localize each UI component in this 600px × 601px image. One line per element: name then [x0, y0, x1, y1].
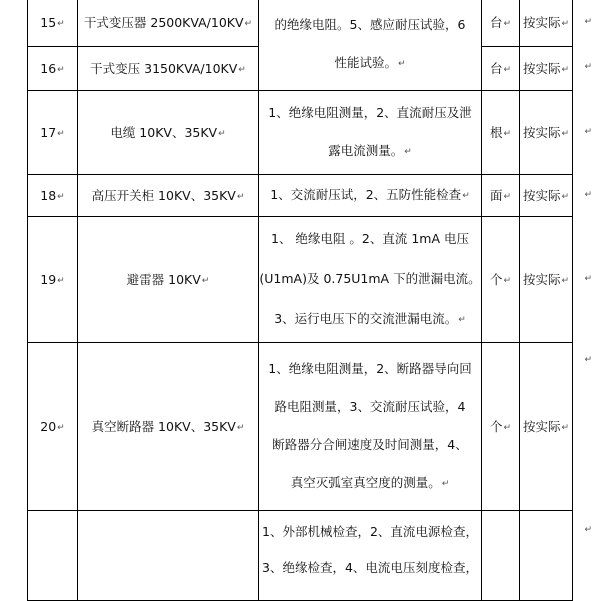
test-item-line: (U1mA)及 0.75U1mA 下的泄漏电流。: [259, 270, 481, 286]
equipment-name-cell: 干式变压 3150KVA/10KV↵: [78, 46, 259, 90]
table-row: [28, 216, 573, 342]
table-row: [28, 342, 573, 510]
test-item-line: 路电阻测量，3、交流耐压试验，4: [274, 398, 466, 414]
row-number-cell: 19↵: [28, 216, 78, 342]
table-row: [28, 0, 573, 46]
equipment-name-cell: 电缆 10KV、35KV↵: [78, 90, 259, 174]
test-item-line: 断路器分合闸速度及时间测量，4、: [272, 436, 468, 452]
test-item-line: 1、 绝缘电阻 。2、直流 1mA 电压: [271, 230, 469, 246]
test-item-line: 真空灭弧室真空度的测量。↵: [290, 474, 450, 490]
row-number-cell: [28, 510, 78, 600]
row-end-mark: ↵: [584, 274, 592, 284]
unit-cell: 台↵: [482, 46, 520, 90]
test-items-table: [27, 0, 573, 601]
unit-cell: 个↵: [482, 342, 520, 510]
price-cell: 按实际↵: [520, 342, 573, 510]
row-number-cell: 16↵: [28, 46, 78, 90]
row-number-cell: 17↵: [28, 90, 78, 174]
test-item-line: 3、绝缘检查，4、电流电压刻度检查，: [262, 559, 478, 575]
test-item-line: 1、绝缘电阻测量，2、直流耐压及泄: [268, 104, 472, 120]
test-item-line: 1、交流耐压试，2、五防性能检查↵: [270, 186, 470, 202]
test-item-line: 的绝缘电阻。5、感应耐压试验，6: [274, 17, 466, 33]
test-item-cell: [259, 216, 482, 342]
test-item-cell: [259, 510, 482, 600]
row-end-mark: ↵: [584, 525, 592, 535]
unit-cell: 台↵: [482, 0, 520, 46]
row-end-mark: ↵: [584, 17, 592, 27]
unit-cell: 个↵: [482, 216, 520, 342]
price-cell: 按实际↵: [520, 46, 573, 90]
unit-cell: 根↵: [482, 90, 520, 174]
unit-cell: [482, 510, 520, 600]
price-cell: 按实际↵: [520, 216, 573, 342]
test-item-cell: [259, 0, 482, 90]
equipment-name-cell: 干式变压器 2500KVA/10KV↵: [78, 0, 259, 46]
test-item-cell: [259, 342, 482, 510]
row-number-cell: 18↵: [28, 174, 78, 216]
row-number-cell: 20↵: [28, 342, 78, 510]
test-item-cell: [259, 174, 482, 216]
price-cell: [520, 510, 573, 600]
test-item-line: 性能试验。↵: [334, 55, 406, 71]
price-cell: 按实际↵: [520, 0, 573, 46]
row-end-mark: ↵: [584, 190, 592, 200]
row-end-mark: ↵: [584, 62, 592, 72]
table-row: [28, 90, 573, 174]
equipment-name-cell: 避雷器 10KV↵: [78, 216, 259, 342]
table-row: [28, 510, 573, 600]
test-item-line: 1、绝缘电阻测量，2、断路器导向回: [268, 360, 472, 376]
equipment-name-cell: 真空断路器 10KV、35KV↵: [78, 342, 259, 510]
price-cell: 按实际↵: [520, 90, 573, 174]
equipment-name-cell: [78, 510, 259, 600]
row-end-mark: ↵: [584, 355, 592, 365]
test-item-line: 1、外部机械检查，2、直流电源检查，: [262, 523, 478, 539]
test-item-line: 3、运行电压下的交流泄漏电流。↵: [274, 310, 466, 326]
row-end-mark: ↵: [584, 127, 592, 137]
row-number-cell: 15↵: [28, 0, 78, 46]
equipment-name-cell: 高压开关柜 10KV、35KV↵: [78, 174, 259, 216]
test-item-cell: [259, 90, 482, 174]
test-item-line: 露电流测量。↵: [328, 142, 412, 158]
unit-cell: 面↵: [482, 174, 520, 216]
table-row: [28, 174, 573, 216]
price-cell: 按实际↵: [520, 174, 573, 216]
